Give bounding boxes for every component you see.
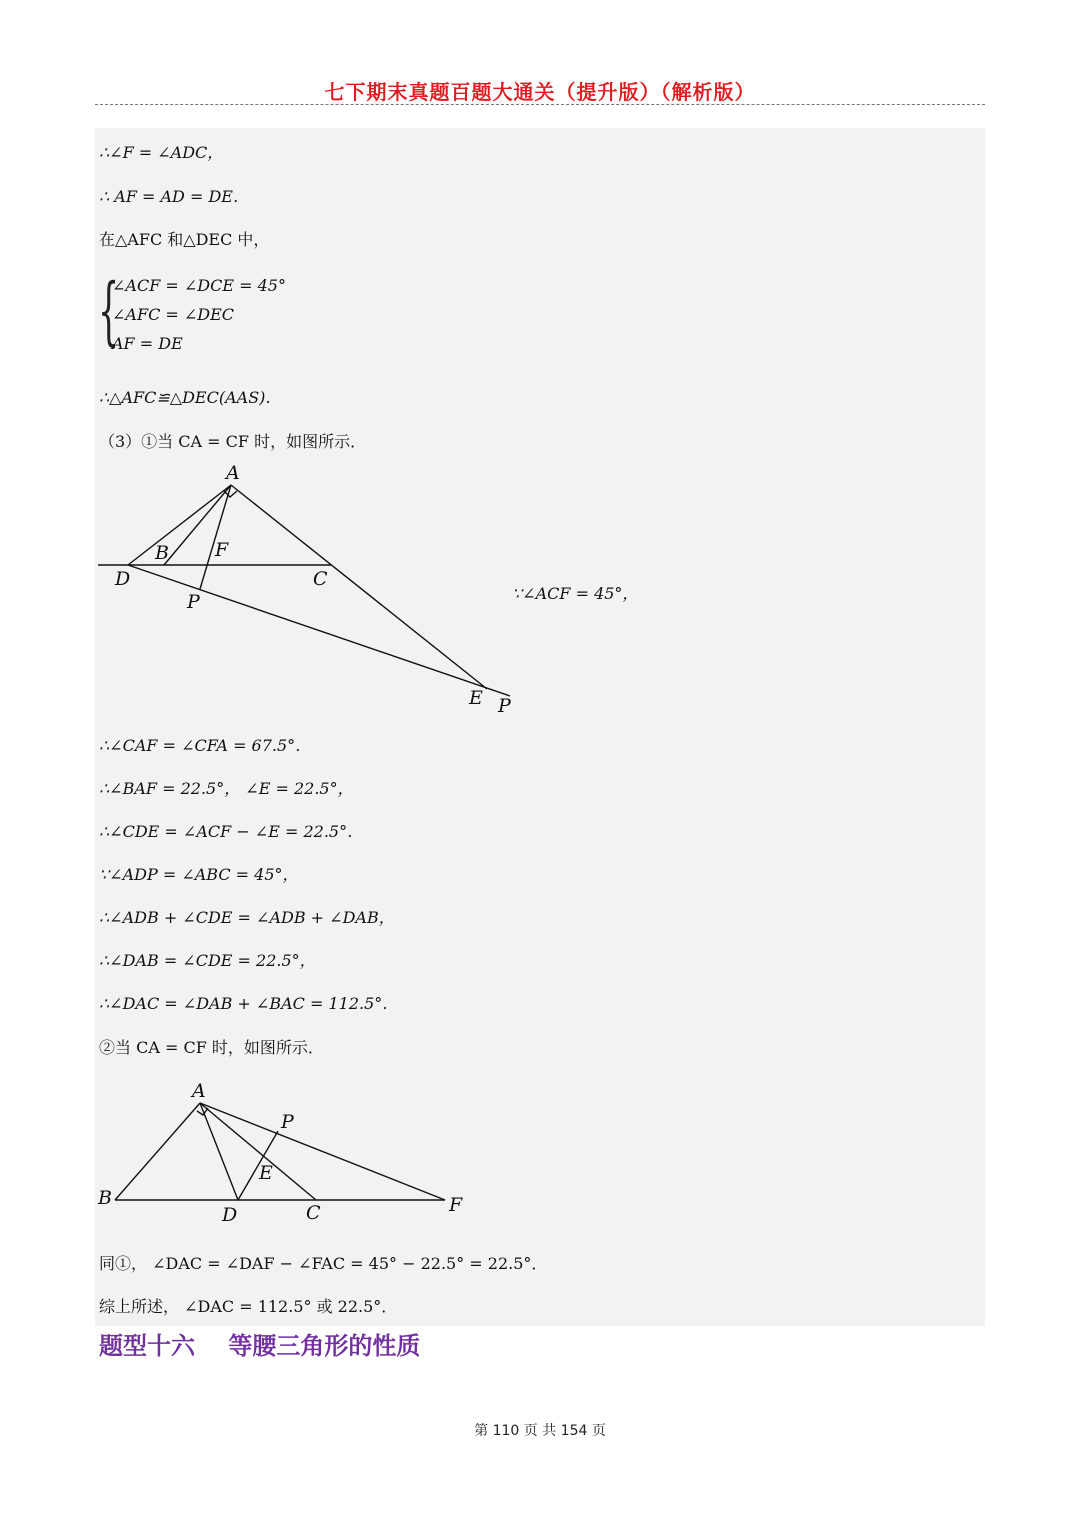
label-f: F <box>449 1194 463 1216</box>
solution-line: ∴ AF = AD = DE． <box>99 187 249 206</box>
cases-brace: { <box>98 268 120 354</box>
line-ab <box>115 1103 200 1200</box>
document-header-title: 七下期末真题百题大通关（提升版）（解析版） <box>324 80 756 104</box>
line-af <box>200 1103 445 1200</box>
solution-line: ∴∠DAC = ∠DAB + ∠BAC = 112.5°． <box>99 994 399 1013</box>
label-d: D <box>222 1204 238 1226</box>
label-f: F <box>215 539 229 561</box>
label-b: B <box>98 1187 112 1209</box>
side-note: ∵∠ACF = 45°， <box>512 584 639 603</box>
solution-line: ∵∠ADP = ∠ABC = 45°， <box>99 865 299 884</box>
case-row: ∠AFC = ∠DEC <box>112 305 235 324</box>
label-e: E <box>469 687 483 709</box>
label-a: A <box>192 1080 206 1102</box>
label-c: C <box>313 568 328 590</box>
case-row: ∠ACF = ∠DCE = 45° <box>112 276 286 295</box>
solution-line: ②当 CA = CF 时，如图所示． <box>99 1038 324 1057</box>
solution-line: ∴∠CAF = ∠CFA = 67.5°． <box>99 736 312 755</box>
label-d: D <box>115 568 131 590</box>
page-footer: 第 110 页 共 154 页 <box>474 1423 606 1439</box>
label-p: P <box>187 591 200 613</box>
label-c: C <box>306 1202 321 1224</box>
label-p-end: P <box>498 695 511 717</box>
solution-line: ∴∠F = ∠ADC， <box>99 143 224 162</box>
case-row: AF = DE <box>112 334 183 353</box>
solution-line: （3）①当 CA = CF 时，如图所示． <box>99 432 367 451</box>
label-p: P <box>281 1111 294 1133</box>
solution-line: ∴∠ADB + ∠CDE = ∠ADB + ∠DAB， <box>99 908 395 927</box>
header-divider <box>95 104 985 105</box>
line-ap <box>200 485 231 589</box>
label-e: E <box>259 1162 273 1184</box>
solution-line: 综上所述， ∠DAC = 112.5° 或 22.5°． <box>99 1297 398 1316</box>
solution-line: ∴∠DAB = ∠CDE = 22.5°， <box>99 951 316 970</box>
solution-line: ∴∠BAF = 22.5°， ∠E = 22.5°， <box>99 779 354 798</box>
figure-2 <box>95 1075 475 1230</box>
figure-1 <box>95 455 535 720</box>
solution-line: 在△AFC 和△DEC 中， <box>99 230 270 249</box>
line-ac <box>200 1103 316 1200</box>
line-ae <box>231 485 487 689</box>
section-heading: 题型十六 等腰三角形的性质 <box>99 1332 421 1360</box>
solution-line: ∴△AFC≌△DEC(AAS)． <box>99 388 282 407</box>
label-a: A <box>226 462 240 484</box>
line-ad <box>200 1103 238 1200</box>
solution-line: ∴∠CDE = ∠ACF − ∠E = 22.5°． <box>99 822 364 841</box>
label-b: B <box>155 542 169 564</box>
solution-line: 同①， ∠DAC = ∠DAF − ∠FAC = 45° − 22.5° = 22.5°． <box>99 1254 548 1273</box>
